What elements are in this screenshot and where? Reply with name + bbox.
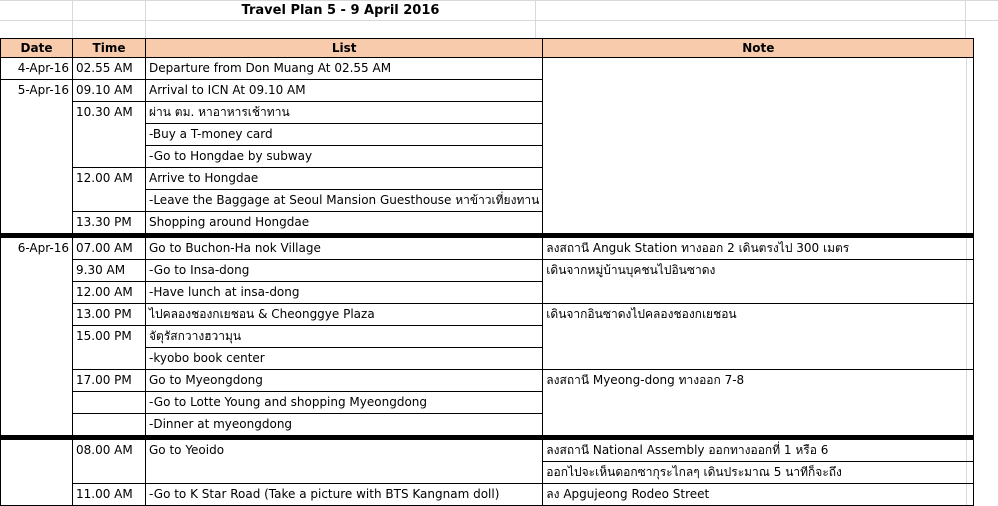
table-row — [1, 484, 974, 506]
time-cell[interactable]: 08.00 AM — [73, 440, 146, 484]
date-cell[interactable]: 5-Apr-16 — [1, 80, 73, 234]
list-cell[interactable]: -kyobo book center — [146, 348, 543, 370]
table-row — [1, 440, 974, 462]
list-cell[interactable]: Arrive to Hongdae — [146, 168, 543, 190]
list-cell[interactable]: -Have lunch at insa-dong — [146, 282, 543, 304]
date-cell[interactable]: 6-Apr-16 — [1, 238, 73, 436]
list-cell[interactable]: Shopping around Hongdae — [146, 212, 543, 234]
list-cell[interactable]: Departure from Don Muang At 02.55 AM — [146, 58, 543, 80]
time-cell[interactable] — [73, 414, 146, 436]
list-cell[interactable]: ผ่าน ตม. หาอาหารเช้าทาน — [146, 102, 543, 124]
time-cell[interactable]: 09.10 AM — [73, 80, 146, 102]
list-cell[interactable]: ไปคลองชองกเยชอน & Cheonggye Plaza — [146, 304, 543, 326]
page-title[interactable]: Travel Plan 5 - 9 April 2016 — [241, 3, 440, 18]
time-cell[interactable]: 17.00 PM — [73, 370, 146, 392]
time-cell[interactable]: 9.30 AM — [73, 260, 146, 282]
time-cell[interactable]: 12.00 AM — [73, 282, 146, 304]
time-cell[interactable]: 11.00 AM — [73, 484, 146, 506]
note-cell[interactable]: เดินจากอินซาดงไปคลองชองกเยชอน — [543, 304, 974, 370]
header-row — [1, 39, 974, 58]
time-cell[interactable]: 10.30 AM — [73, 102, 146, 168]
gridline — [72, 0, 73, 38]
list-cell[interactable]: -Leave the Baggage at Seoul Mansion Guesthouse หาข้าวเที่ยงทาน — [146, 190, 543, 212]
time-cell[interactable]: 13.00 PM — [73, 304, 146, 326]
column-header-time[interactable]: Time — [73, 39, 146, 58]
table-row — [1, 238, 974, 260]
table-row — [1, 260, 974, 282]
list-cell[interactable]: -Go to Insa-dong — [146, 260, 543, 282]
note-cell[interactable]: ลงสถานี Anguk Station ทางออก 2 เดินตรงไป 300 เมตร — [543, 238, 974, 260]
date-cell[interactable]: 4-Apr-16 — [1, 58, 73, 80]
table-row — [1, 304, 974, 326]
gridline — [0, 0, 998, 1]
time-cell[interactable]: 07.00 AM — [73, 238, 146, 260]
time-cell[interactable]: 02.55 AM — [73, 58, 146, 80]
table-row — [1, 370, 974, 392]
gridline — [535, 0, 536, 38]
table-row — [1, 58, 974, 80]
list-cell[interactable]: Arrival to ICN At 09.10 AM — [146, 80, 543, 102]
note-cell[interactable]: เดินจากหมู่บ้านบุคชนไปอินซาดง — [543, 260, 974, 304]
list-cell[interactable]: -Buy a T-money card — [146, 124, 543, 146]
note-cell[interactable] — [543, 58, 974, 234]
column-header-list[interactable]: List — [146, 39, 543, 58]
list-cell[interactable]: Go to Yeoido — [146, 440, 543, 484]
time-cell[interactable]: 12.00 AM — [73, 168, 146, 212]
time-cell[interactable] — [73, 392, 146, 414]
gridline — [0, 20, 998, 21]
column-header-date[interactable]: Date — [1, 39, 73, 58]
list-cell[interactable]: Go to Myeongdong — [146, 370, 543, 392]
list-cell[interactable]: จัตุรัสกวางฮวามุน — [146, 326, 543, 348]
list-cell[interactable]: -Go to K Star Road (Take a picture with BTS Kangnam doll) — [146, 484, 543, 506]
time-cell[interactable]: 15.00 PM — [73, 326, 146, 370]
list-cell[interactable]: -Go to Lotte Young and shopping Myeongdong — [146, 392, 543, 414]
gridline — [965, 0, 966, 38]
column-header-note[interactable]: Note — [543, 39, 974, 58]
date-cell[interactable] — [1, 440, 73, 506]
list-cell[interactable]: -Go to Hongdae by subway — [146, 146, 543, 168]
list-cell[interactable]: Go to Buchon-Ha nok Village — [146, 238, 543, 260]
note-cell[interactable]: ออกไปจะเห็นดอกซากุระไกลๆ เดินประมาณ 5 นาทีก็จะถึง — [543, 462, 974, 484]
note-cell[interactable]: ลง Apgujeong Rodeo Street — [543, 484, 974, 506]
travel-plan-table — [0, 38, 974, 506]
note-cell[interactable]: ลงสถานี Myeong-dong ทางออก 7-8 — [543, 370, 974, 436]
note-cell[interactable]: ลงสถานี National Assembly ออกทางออกที่ 1 หรือ 6 — [543, 440, 974, 462]
list-cell[interactable]: -Dinner at myeongdong — [146, 414, 543, 436]
time-cell[interactable]: 13.30 PM — [73, 212, 146, 234]
